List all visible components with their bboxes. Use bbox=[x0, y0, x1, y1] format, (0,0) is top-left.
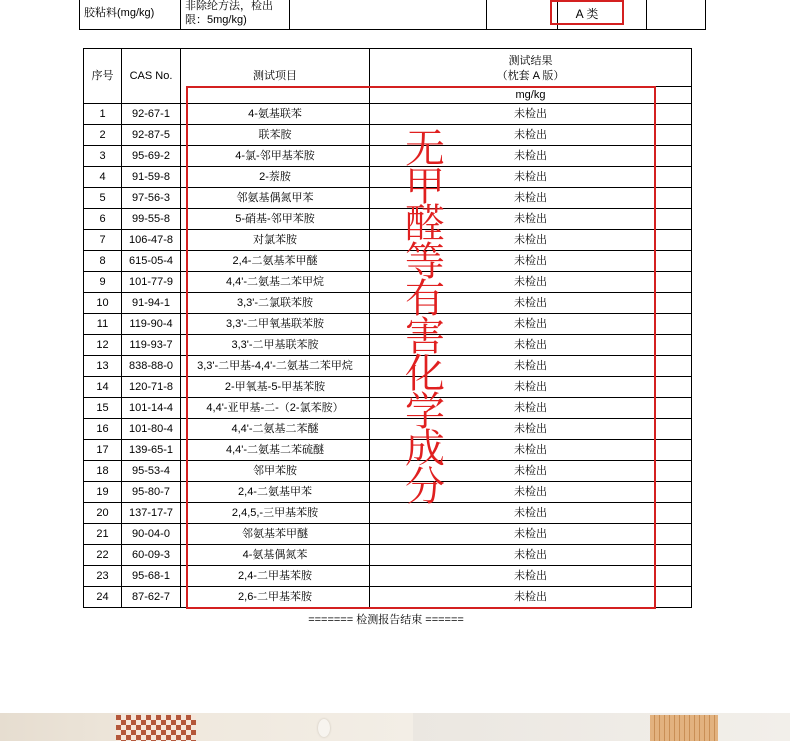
row-cas: 97-56-3 bbox=[122, 188, 181, 209]
row-cas: 119-93-7 bbox=[122, 335, 181, 356]
row-cas: 92-87-5 bbox=[122, 125, 181, 146]
row-seq: 1 bbox=[84, 104, 122, 125]
row-cas: 87-62-7 bbox=[122, 587, 181, 608]
wooden-object-image bbox=[650, 715, 718, 741]
row-cas: 99-55-8 bbox=[122, 209, 181, 230]
row-result: 未检出 bbox=[370, 503, 692, 524]
row-result: 未检出 bbox=[370, 293, 692, 314]
row-item: 对氯苯胺 bbox=[181, 230, 370, 251]
top-empty-cell bbox=[487, 0, 558, 30]
row-seq: 18 bbox=[84, 461, 122, 482]
row-cas: 95-68-1 bbox=[122, 566, 181, 587]
table-row bbox=[84, 419, 692, 440]
row-cas: 91-59-8 bbox=[122, 167, 181, 188]
table-row bbox=[84, 314, 692, 335]
row-cas: 139-65-1 bbox=[122, 440, 181, 461]
row-item: 联苯胺 bbox=[181, 125, 370, 146]
row-item: 4-氨基联苯 bbox=[181, 104, 370, 125]
row-seq: 12 bbox=[84, 335, 122, 356]
row-result: 未检出 bbox=[370, 272, 692, 293]
row-item: 5-硝基-邻甲苯胺 bbox=[181, 209, 370, 230]
row-result: 未检出 bbox=[370, 188, 692, 209]
row-cas: 101-14-4 bbox=[122, 398, 181, 419]
header-cas: CAS No. bbox=[122, 49, 181, 104]
top-label-cell bbox=[80, 0, 181, 30]
row-result: 未检出 bbox=[370, 461, 692, 482]
row-item: 4,4'-亚甲基-二-（2-氯苯胺） bbox=[181, 398, 370, 419]
row-cas: 120-71-8 bbox=[122, 377, 181, 398]
row-cas: 90-04-0 bbox=[122, 524, 181, 545]
row-seq: 24 bbox=[84, 587, 122, 608]
row-result: 未检出 bbox=[370, 398, 692, 419]
row-result: 未检出 bbox=[370, 566, 692, 587]
row-result: 未检出 bbox=[370, 314, 692, 335]
row-cas: 137-17-7 bbox=[122, 503, 181, 524]
row-item: 邻氨基偶氮甲苯 bbox=[181, 188, 370, 209]
row-item: 4-氯-邻甲基苯胺 bbox=[181, 146, 370, 167]
row-cas: 119-90-4 bbox=[122, 314, 181, 335]
table-row bbox=[84, 566, 692, 587]
row-seq: 11 bbox=[84, 314, 122, 335]
row-result: 未检出 bbox=[370, 545, 692, 566]
table-row bbox=[84, 356, 692, 377]
row-result: 未检出 bbox=[370, 377, 692, 398]
row-item: 邻甲苯胺 bbox=[181, 461, 370, 482]
header-result-line1: 测试结果 bbox=[508, 54, 553, 67]
table-row bbox=[84, 146, 692, 167]
row-cas: 615-05-4 bbox=[122, 251, 181, 272]
row-item: 4,4'-二氨基二苯醚 bbox=[181, 419, 370, 440]
row-seq: 17 bbox=[84, 440, 122, 461]
row-result: 未检出 bbox=[370, 587, 692, 608]
table-row bbox=[84, 524, 692, 545]
table-row bbox=[84, 377, 692, 398]
row-item: 2-萘胺 bbox=[181, 167, 370, 188]
row-item: 2,6-二甲基苯胺 bbox=[181, 587, 370, 608]
table-row bbox=[84, 293, 692, 314]
header-result bbox=[370, 49, 692, 87]
header-item: 测试项目 bbox=[181, 49, 370, 104]
row-seq: 19 bbox=[84, 482, 122, 503]
row-result: 未检出 bbox=[370, 440, 692, 461]
row-item: 3,3'-二甲基-4,4'-二氨基二苯甲烷 bbox=[181, 356, 370, 377]
row-cas: 101-77-9 bbox=[122, 272, 181, 293]
flower-decoration-image bbox=[318, 719, 330, 737]
row-item: 3,3'-二甲氧基联苯胺 bbox=[181, 314, 370, 335]
row-item: 3,3'-二甲基联苯胺 bbox=[181, 335, 370, 356]
row-item: 4-氨基偶氮苯 bbox=[181, 545, 370, 566]
top-method-line2: 限：5mg/kg) bbox=[185, 14, 247, 26]
row-seq: 7 bbox=[84, 230, 122, 251]
row-cas: 106-47-8 bbox=[122, 230, 181, 251]
test-results-table bbox=[83, 48, 692, 608]
table-row bbox=[84, 545, 692, 566]
row-cas: 101-80-4 bbox=[122, 419, 181, 440]
table-row bbox=[84, 125, 692, 146]
table-row bbox=[84, 209, 692, 230]
row-result: 未检出 bbox=[370, 419, 692, 440]
table-body bbox=[84, 104, 692, 608]
class-value: A 类 bbox=[575, 7, 599, 21]
row-result: 未检出 bbox=[370, 209, 692, 230]
row-result: 未检出 bbox=[370, 335, 692, 356]
row-result: 未检出 bbox=[370, 146, 692, 167]
row-seq: 20 bbox=[84, 503, 122, 524]
row-seq: 21 bbox=[84, 524, 122, 545]
class-highlight-box bbox=[550, 0, 624, 25]
row-seq: 23 bbox=[84, 566, 122, 587]
row-item: 2-甲氧基-5-甲基苯胺 bbox=[181, 377, 370, 398]
row-cas: 92-67-1 bbox=[122, 104, 181, 125]
row-item: 邻氨基苯甲醚 bbox=[181, 524, 370, 545]
report-end-footer: ======= 检测报告结束 ====== bbox=[308, 614, 464, 626]
table-row bbox=[84, 335, 692, 356]
table-row bbox=[84, 188, 692, 209]
row-result: 未检出 bbox=[370, 230, 692, 251]
top-empty-cell bbox=[647, 0, 706, 30]
row-seq: 8 bbox=[84, 251, 122, 272]
row-item: 2,4-二甲基苯胺 bbox=[181, 566, 370, 587]
row-item: 4,4'-二氨基二苯硫醚 bbox=[181, 440, 370, 461]
row-result: 未检出 bbox=[370, 251, 692, 272]
row-item: 4,4'-二氨基二苯甲烷 bbox=[181, 272, 370, 293]
row-seq: 10 bbox=[84, 293, 122, 314]
top-method-cell bbox=[181, 0, 290, 30]
product-photos-strip bbox=[0, 713, 790, 741]
top-method-line1: 非除纶方法，检出 bbox=[185, 0, 273, 12]
annotation-text: 无甲醛等有害化学成分 bbox=[405, 126, 445, 510]
row-seq: 22 bbox=[84, 545, 122, 566]
row-result: 未检出 bbox=[370, 356, 692, 377]
row-result: 未检出 bbox=[370, 524, 692, 545]
product-photo-right bbox=[413, 713, 790, 741]
row-cas: 91-94-1 bbox=[122, 293, 181, 314]
header-seq: 序号 bbox=[84, 49, 122, 104]
row-seq: 9 bbox=[84, 272, 122, 293]
row-seq: 4 bbox=[84, 167, 122, 188]
table-row bbox=[84, 461, 692, 482]
row-seq: 3 bbox=[84, 146, 122, 167]
top-label: 胶粘料(mg/kg) bbox=[84, 7, 155, 19]
table-row bbox=[84, 104, 692, 125]
row-seq: 14 bbox=[84, 377, 122, 398]
checkered-pillow-image bbox=[116, 715, 196, 741]
row-item: 2,4,5,-三甲基苯胺 bbox=[181, 503, 370, 524]
table-header-row bbox=[84, 49, 692, 87]
row-cas: 95-80-7 bbox=[122, 482, 181, 503]
row-seq: 13 bbox=[84, 356, 122, 377]
row-result: 未检出 bbox=[370, 482, 692, 503]
table-row bbox=[84, 251, 692, 272]
row-result: 未检出 bbox=[370, 125, 692, 146]
row-seq: 2 bbox=[84, 125, 122, 146]
table-row bbox=[84, 440, 692, 461]
table-row bbox=[84, 272, 692, 293]
header-result-line2: （枕套 A 版） bbox=[496, 69, 565, 82]
table-row bbox=[84, 503, 692, 524]
row-cas: 95-69-2 bbox=[122, 146, 181, 167]
table-row bbox=[84, 230, 692, 251]
row-item: 2,4-二氨基甲苯 bbox=[181, 482, 370, 503]
top-empty-cell bbox=[290, 0, 487, 30]
row-seq: 5 bbox=[84, 188, 122, 209]
row-result: 未检出 bbox=[370, 104, 692, 125]
row-cas: 60-09-3 bbox=[122, 545, 181, 566]
header-unit: mg/kg bbox=[370, 87, 692, 104]
row-item: 2,4-二氨基苯甲醚 bbox=[181, 251, 370, 272]
table-row bbox=[84, 587, 692, 608]
row-seq: 16 bbox=[84, 419, 122, 440]
row-cas: 838-88-0 bbox=[122, 356, 181, 377]
row-seq: 6 bbox=[84, 209, 122, 230]
row-item: 3,3'-二氯联苯胺 bbox=[181, 293, 370, 314]
product-photo-left bbox=[0, 713, 413, 741]
row-result: 未检出 bbox=[370, 167, 692, 188]
table-row bbox=[84, 398, 692, 419]
row-cas: 95-53-4 bbox=[122, 461, 181, 482]
table-row bbox=[84, 167, 692, 188]
row-seq: 15 bbox=[84, 398, 122, 419]
table-row bbox=[84, 482, 692, 503]
